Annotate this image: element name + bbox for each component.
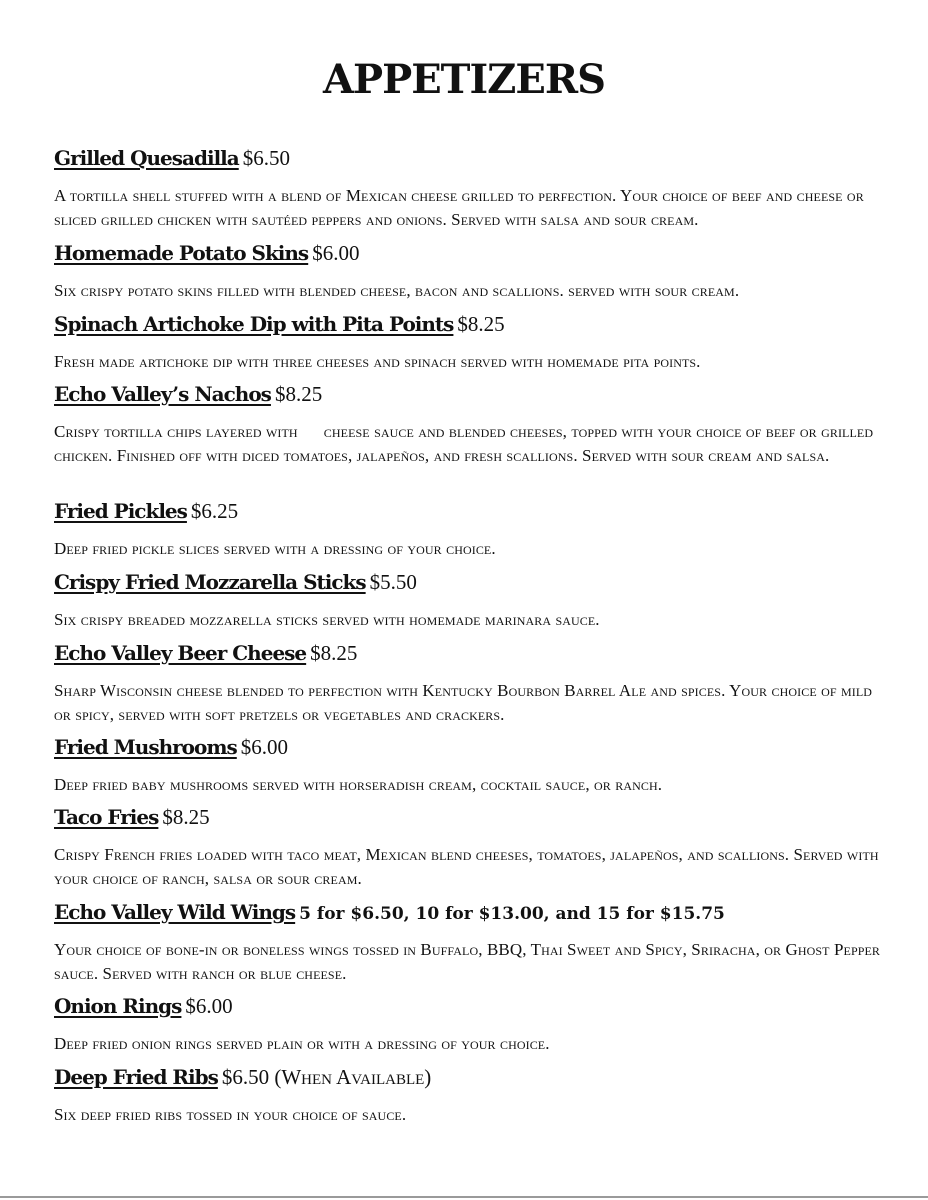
item-price: $6.50 (When Available)	[221, 1065, 432, 1089]
menu-item-fried-mushrooms	[54, 732, 884, 797]
menu-item-wild-wings	[54, 897, 884, 985]
item-price: 5 for $6.50, 10 for $13.00, and 15 for $15.75	[299, 904, 725, 924]
item-price: $6.25	[190, 499, 239, 523]
menu-item-fried-pickles	[54, 496, 884, 561]
item-price: $5.50	[369, 570, 417, 594]
item-name: Onion Rings	[54, 994, 182, 1018]
menu-item-mozzarella-sticks	[54, 567, 884, 632]
item-description: Deep fried pickle slices served with a dressing of your choice.	[54, 539, 496, 558]
item-name: Crispy Fried Mozzarella Sticks	[54, 570, 366, 594]
menu-item-spinach-artichoke-dip	[54, 309, 884, 374]
item-price: $6.00	[240, 735, 289, 759]
item-name: Fried Pickles	[54, 499, 187, 523]
item-name: Spinach Artichoke Dip with Pita Points	[54, 312, 454, 336]
menu-item-nachos	[54, 379, 884, 467]
item-description: Your choice of bone-in or boneless wings tossed in Buffalo, BBQ, Thai Sweet and Spicy, Sriracha, or Ghost Pepper sauce. Served with ranch or blue cheese.	[54, 940, 881, 983]
menu-item-onion-rings	[54, 991, 884, 1056]
page-bottom-border	[0, 1196, 928, 1198]
menu-item-grilled-quesadilla	[54, 143, 884, 231]
item-description: Six deep fried ribs tossed in your choice of sauce.	[54, 1105, 407, 1124]
item-name: Taco Fries	[54, 805, 159, 829]
item-name: Homemade Potato Skins	[54, 241, 309, 265]
item-description: Six crispy breaded mozzarella sticks served with homemade marinara sauce.	[54, 610, 600, 629]
item-price: $8.25	[274, 382, 323, 406]
item-name: Echo Valley Wild Wings	[54, 900, 296, 924]
item-description: Crispy tortilla chips layered with cheese sauce and blended cheeses, topped with your choice of beef or grilled chicken. Finished off with diced tomatoes, jalapeños, and fresh scallions. Served with sour cream and salsa.	[54, 422, 878, 465]
item-price: $6.00	[312, 241, 360, 265]
item-price: $8.25	[457, 312, 505, 336]
item-name: Fried Mushrooms	[54, 735, 237, 759]
item-name: Deep Fried Ribs	[54, 1065, 218, 1089]
menu-item-deep-fried-ribs	[54, 1062, 884, 1127]
item-name: Echo Valley’s Nachos	[54, 382, 271, 406]
item-description: Six crispy potato skins filled with blended cheese, bacon and scallions. served with sour cream.	[54, 281, 740, 300]
menu-item-potato-skins	[54, 238, 884, 303]
item-name: Echo Valley Beer Cheese	[54, 641, 307, 665]
item-name: Grilled Quesadilla	[54, 146, 239, 170]
menu-item-beer-cheese	[54, 638, 884, 726]
item-price: $8.25	[162, 805, 210, 829]
item-price: $8.25	[310, 641, 358, 665]
item-description: Deep fried baby mushrooms served with horseradish cream, cocktail sauce, or ranch.	[54, 775, 663, 794]
item-price: $6.00	[185, 994, 233, 1018]
item-description: Crispy French fries loaded with taco meat, Mexican blend cheeses, tomatoes, jalapeños, and scallions. Served with your choice of ranch, salsa or sour cream.	[54, 845, 879, 888]
item-description: A tortilla shell stuffed with a blend of Mexican cheese grilled to perfection. Your choice of beef and cheese or sliced grilled chicken with sautéed peppers and onions. Served with salsa and sour cream.	[54, 186, 864, 229]
menu-item-taco-fries	[54, 802, 884, 890]
item-description: Sharp Wisconsin cheese blended to perfection with Kentucky Bourbon Barrel Ale and spices. Your choice of mild or spicy, served with soft pretzels or vegetables and crackers.	[54, 681, 873, 724]
page-title: APPETIZERS	[323, 56, 605, 103]
item-description: Deep fried onion rings served plain or with a dressing of your choice.	[54, 1034, 550, 1053]
item-description: Fresh made artichoke dip with three cheeses and spinach served with homemade pita points.	[54, 352, 701, 371]
item-price: $6.50	[242, 146, 290, 170]
